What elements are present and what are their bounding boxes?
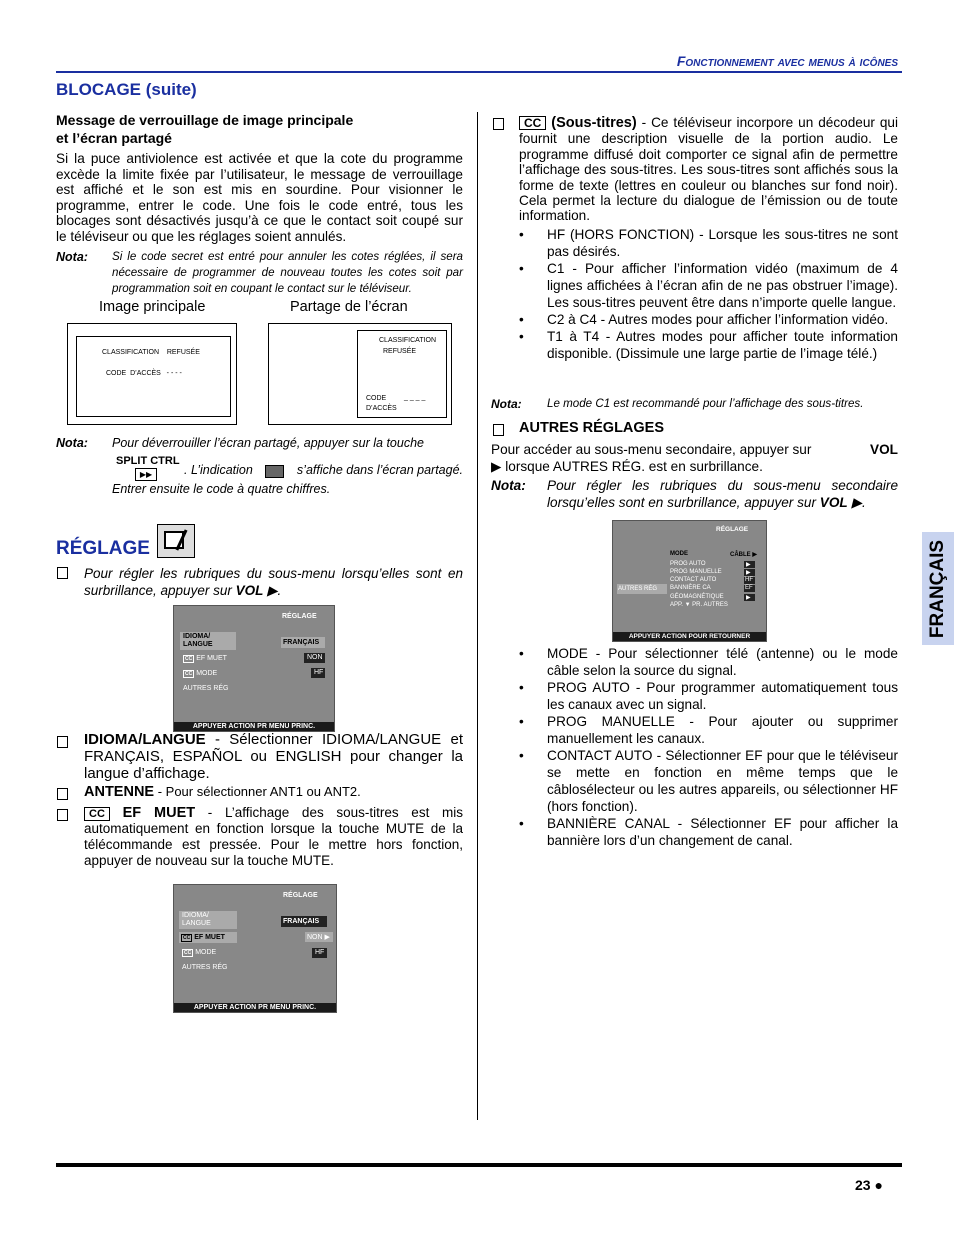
main-lock-screen: CLASSIFICATION REFUSÉE CODE D’ACCÈS - - - - [67,323,237,425]
cc-bullets [519,226,898,362]
blocage-title: BLOCAGE (suite) [56,80,197,99]
nota-c1: Le mode C1 est recommandé pour l’affichage des sous-titres. [547,397,864,410]
header-rule [56,71,902,73]
msg-paragraph: Si la puce antiviolence est activée et que la cote du programme excède la limite fixée par l’utilisateur, le message de verrouillage est affiché et le son est mis en sourdine. Pour visionner le programme, entrer le code. Une fois le code entré, tous les blocages sont désactivés jusqu’à ce que le contact soit coupé sur le téléviseur ou que les réglages soient annulés. [56,151,463,244]
autres-bullet: • PROG MANUELLE - Pour ajouter ou supprimer manuellement les canaux. [519,714,898,746]
page-number: 23 ● [855,1177,883,1193]
autres-title: AUTRES RÉGLAGES [519,420,665,436]
autres-bullet: • CONTACT AUTO - Sélectionner EF pour que le téléviseur se mette en fonction en même temps que le câblosélecteur ou les autres appareils, ou sélectionner HF (hors fonction). [519,748,898,814]
nota-label-c1: Nota: [491,397,522,411]
img-label-split: Partage de l’écran [290,299,408,315]
soustitres-checkbox [493,117,504,135]
autres-bullet: • BANNIÈRE CANAL - Sélectionner EF pour afficher la bannière lors d’un changement de canal. [519,816,898,848]
split-ctrl-label: SPLIT CTRL [116,455,180,467]
soustitres-item: CC (Sous-titres) - Ce téléviseur incorpore un décodeur qui fournit une description visuelle de la portion audio. Le programme diffusé doit comporter ce signal afin de permettre l’affichage des sous-titres. Les sous-titres sont affichés sous la forme de texte (lettres en couleur ou blanches sur fond noir). Cela permet la lecture du dialogue de l’émission ou de toute information. [519,115,899,224]
split-lock-screen: CLASSIFICATION REFUSÉE CODE _ _ _ _ D’ACCÈS [268,323,452,425]
reglage-menu-icon [157,524,195,558]
bullet-icon: ● [874,1177,883,1193]
antenne-checkbox [57,787,68,805]
idioma-checkbox [57,735,68,753]
autres-bullets [519,645,898,849]
nota-1: Si le code secret est entré pour annuler les cotes réglées, il sera nécessaire de programmer de nouveau toutes les cotes soit par programmation soit en coupant le contact sur le téléviseur. [112,250,463,295]
cc-bullet: • T1 à T4 - Autres modes pour afficher toute information disponible. (Dissimule une large partie de l’image télé.) [519,329,898,361]
section-header: Fonctionnement avec menus à icônes [676,53,898,69]
nota-label: Nota: [56,250,88,264]
antenne-item: ANTENNE - Pour sélectionner ANT1 ou ANT2. [84,784,361,800]
efmuet-checkbox [57,808,68,826]
nota-autres: Pour régler les rubriques du sous-menu secondaire lorsqu’elles sont en surbrillance, appuyer sur VOL ▶. [547,478,898,510]
idioma-item: IDIOMA/LANGUE - Sélectionner IDIOMA/LANGUE et FRANÇAIS, ESPAÑOL ou ENGLISH pour changer la langue d’affichage. [84,731,463,782]
reglage-menu-screen-2: RÉGLAGE IDIOMA/ LANGUE CC EF MUET CC MODE AUTRES RÉG FRANÇAIS NON ▶ HF APPUYER ACTION PR MENU PRINC. [173,884,337,1013]
autres-bullet: • MODE - Pour sélectionner télé (antenne) ou le mode câble selon la source du signal. [519,646,898,678]
autres-menu-screen: RÉGLAGE AUTRES RÉG MODE PROG AUTO PROG MANUELLE CONTACT AUTO BANNIÈRE CA GÉOMAGNÉTIQUE APP. ▼ PR. AUTRES CÂBLE ▶ ▶ ▶ HF EF ▶ APPUYER ACTION POUR RETOURNER [612,520,767,642]
language-side-tab: FRANÇAIS [922,532,954,645]
footer-rule [56,1163,902,1167]
autres-bullet: • PROG AUTO - Pour programmer automatiquement tous les canaux avec un signal. [519,680,898,712]
nota-2-d: Entrer ensuite le code à quatre chiffres. [112,482,331,496]
cc-bullet: • HF (HORS FONCTION) - Lorsque les sous-titres ne sont pas désirés. [519,227,898,259]
nota-2: Pour déverrouiller l’écran partagé, appuyer sur la touche [112,436,424,450]
cc-bullet: • C2 à C4 - Autres modes pour afficher l’information vidéo. [519,312,889,327]
cc-bullet: • C1 - Pour afficher l’information vidéo (maximum de 4 lignes affichées à l’écran afin de ne pas obstruer l’image). Les sous-titres peuvent être dans n’importe quelle langue. [519,261,898,310]
efmuet-item: CC EF MUET - L’affichage des sous-titres est mis automatiquement en fonction lorsque la touche MUTE de la télécommande est pressée. Pour le mettre hors fonction, appuyer de nouveau sur la touche MUTE. [84,805,463,868]
autres-text: Pour accéder au sous-menu secondaire, appuyer sur VOL ▶ lorsque AUTRES RÉG. est en surbrillance. [491,442,898,474]
reglage-intro: Pour régler les rubriques du sous-menu lorsqu’elles sont en surbrillance, appuyer sur VOL ▶. [84,566,463,598]
reglage-menu-screen-1: RÉGLAGE IDIOMA/ LANGUE CC EF MUET CC MODE AUTRES RÉG FRANÇAIS NON HF APPUYER ACTION PR MENU PRINC. [173,605,335,732]
nota-label-2: Nota: [56,436,88,450]
nota-2-c: s’affiche dans l’écran partagé. [296,463,463,477]
msg-title: Message de verrouillage de image principale et l’écran partagé [56,112,354,146]
nota-2-b: . L’indication [184,463,253,477]
cc-icon-2: CC [519,116,546,130]
cc-icon: CC [84,807,110,821]
split-indicator-icon [265,465,284,478]
column-divider [477,112,478,1120]
reglage-title: RÉGLAGE [56,538,150,559]
split-ctrl-button-icon: ▶▶ [135,468,157,481]
reglage-checkbox [57,566,68,584]
img-label-main: Image principale [99,299,206,315]
nota-label-autres: Nota: [491,478,526,493]
autres-checkbox [493,423,504,441]
